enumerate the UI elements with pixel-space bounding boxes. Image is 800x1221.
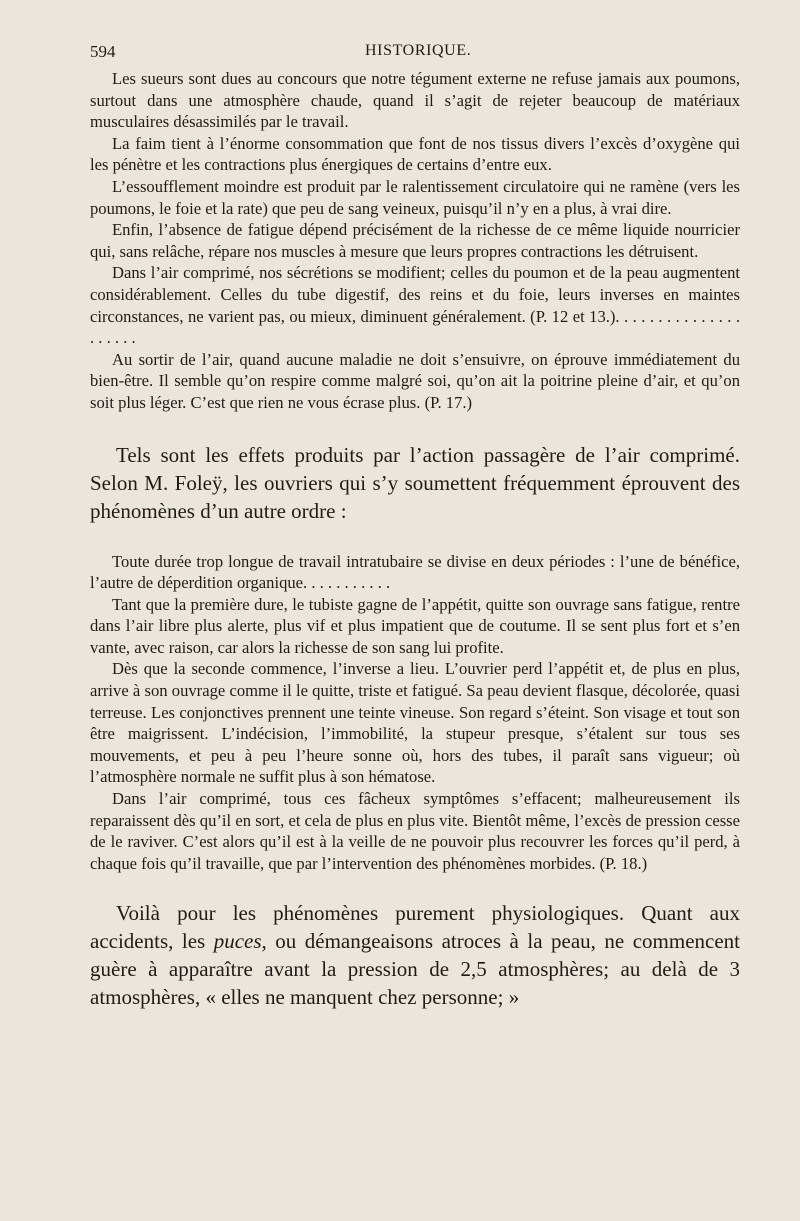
quoted-passage-2 bbox=[90, 551, 740, 875]
quote2-paragraph-second-period: Dès que la seconde commence, l’inverse a lieu. L’ouvrier perd l’appétit et, de plus en plus, arrive à son ouvrage comme il le quitte, triste et fatigué. Sa peau devient flasque, décolorée, quasi terreuse. Les conjonctives prennent une teinte vineuse. Son regard s’éteint. Son visage et tout son être maigrissent. L’indécision, l’immobilité, la stupeur presque, s’étalent sur tous ses mouvements, et peu à peu l’heure sonne où, hors des tubes, il paraît sans vigueur; où l’atmosphère normale ne suffit plus à son hématose. bbox=[90, 659, 740, 787]
quote1-paragraph-sweat: Les sueurs sont dues au concours que notre tégument externe ne refuse jamais aux poumons, surtout dans une atmosphère chaude, quand il s’agit de rejeter beaucoup de matériaux musculaires désassimilés par le travail. bbox=[90, 69, 740, 132]
main-paragraph-2 bbox=[90, 899, 740, 1011]
quote1-paragraph-fatigue: Enfin, l’absence de fatigue dépend précisément de la richesse de ce même liquide nourricier qui, sans relâche, répare nos muscles à mesure que leurs propres contractions les détruisent. bbox=[90, 220, 740, 261]
quote2-paragraph-first-period: Tant que la première dure, le tubiste gagne de l’appétit, quitte son ouvrage sans fatigue, rentre dans l’air libre plus alerte, plus vif et plus impatient que de coutume. Il se sent plus fort et s’en vante, avec raison, car alors la richesse de son sang lui profite. bbox=[90, 594, 740, 657]
main-paragraph-2-before: Voilà pour les phénomènes purement physiologiques. Quant aux accidents, les bbox=[90, 901, 740, 954]
quote1-paragraph-hunger: La faim tient à l’énorme consommation que font de nos tissus divers l’excès d’oxygène qui les pénètre et les contractions plus énergiques de certains d’entre eux. bbox=[90, 133, 740, 175]
quote2-paragraph-periods: Toute durée trop longue de travail intratubaire se divise en deux périodes : l’une de bénéfice, l’autre de déperdition organique. . . . . . . . . . . bbox=[90, 551, 740, 593]
running-title: HISTORIQUE. bbox=[365, 42, 472, 59]
main-paragraph-1 bbox=[90, 441, 740, 525]
quoted-passage-1 bbox=[90, 68, 740, 414]
quote1-paragraph-secretions: Dans l’air comprimé, nos sécrétions se modifient; celles du poumon et de la peau augmentent considérablement. Celles du tube digestif, des reins et du foie, leurs inverses en maintes circonstances, ne varient pas, ou mieux, diminuent généralement. (P. 12 et 13.). . . . . . . . . . . . . . . . . . . . . bbox=[90, 263, 740, 348]
main-paragraph-2-text bbox=[90, 899, 740, 1011]
main-paragraph-2-after: , ou démangeaisons atroces à la peau, ne commencent guère à apparaître avant la pression de 2,5 atmosphères; au delà de 3 atmosphères, « elles ne manquent chez personne; » bbox=[90, 929, 741, 1010]
page-header bbox=[90, 40, 740, 64]
main-paragraph-2-italic-term: puces bbox=[213, 929, 262, 954]
main-paragraph-1-text: Tels sont les effets produits par l’action passagère de l’air comprimé. Selon M. Foleÿ, les ouvriers qui s’y soumettent fréquemment éprouvent des phénomènes d’un autre ordre : bbox=[90, 442, 740, 523]
quote2-paragraph-compressed-air: Dans l’air comprimé, tous ces fâcheux symptômes s’effacent; malheureusement ils reparaissent dès qu’il en sort, et cela de plus en plus vite. Bientôt même, l’excès de pression cesse de le raviver. C’est alors qu’il est à la veille de ne pouvoir plus recouvrer les forces qu’il perd, à chaque fois qu’il travaille, que par l’intervention des phénomènes morbides. (P. 18.) bbox=[90, 789, 740, 873]
page-number: 594 bbox=[90, 42, 116, 61]
quote1-paragraph-exit: Au sortir de l’air, quand aucune maladie ne doit s’ensuivre, on éprouve immédiatement du bien-être. Il semble qu’on respire comme malgré soi, qu’on ait la poitrine pleine d’air, et qu’on soit plus léger. C’est que rien ne vous écrase plus. (P. 17.) bbox=[90, 349, 740, 412]
quote1-paragraph-breath: L’essoufflement moindre est produit par le ralentissement circulatoire qui ne ramène (vers les poumons, le foie et la rate) que peu de sang veineux, puisqu’il n’y en a plus, à vrai dire. bbox=[90, 176, 740, 218]
page-body bbox=[90, 68, 740, 1011]
